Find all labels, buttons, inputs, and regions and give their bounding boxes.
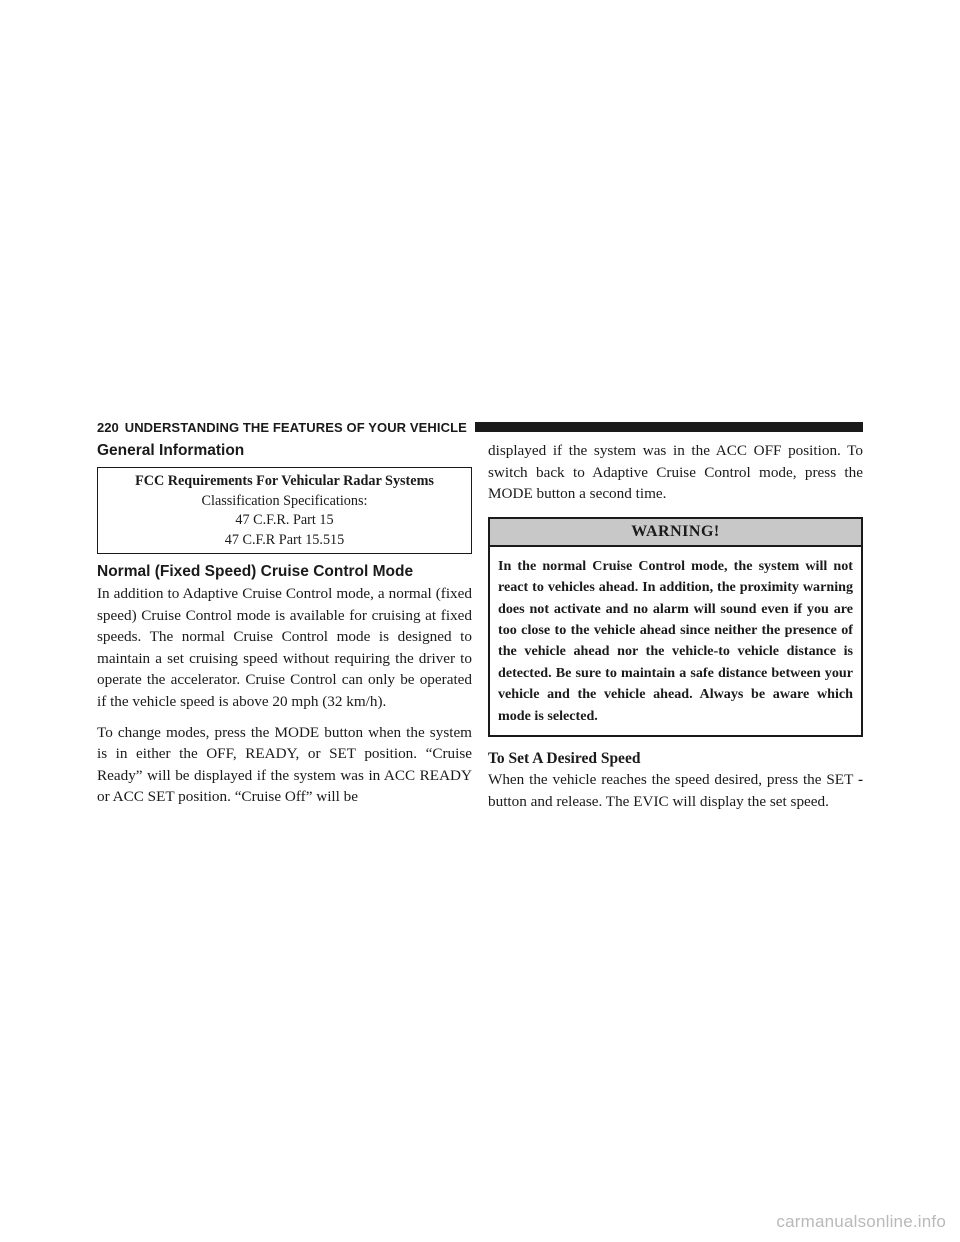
- normal-cruise-heading: Normal (Fixed Speed) Cruise Control Mode: [97, 563, 414, 580]
- header-rule: [475, 422, 863, 432]
- section-title: UNDERSTANDING THE FEATURES OF YOUR VEHICLE: [124, 419, 467, 435]
- set-speed-heading: To Set A Desired Speed: [488, 750, 641, 768]
- set-text-after: button and release. The EVIC will display the set speed.: [488, 792, 829, 810]
- set-button-symbol: -: [857, 771, 863, 789]
- paragraph: In addition to Adaptive Cruise Control mode, a normal (fixed speed) Cruise Control mode is available for cruising at fixed speeds. The normal Cruise Control mode is designed to maintain a set cruising speed without requiring the driver to operate the accelerator. Cruise Control can only be operated if the vehicle speed is above 20 mph (32 km/h).: [97, 585, 472, 710]
- warning-title: WARNING!: [490, 519, 861, 547]
- paragraph: displayed if the system was in the ACC OFF position. To switch back to Adaptive Cruise Control mode, press the MODE button a second time.: [488, 442, 863, 503]
- spec-box-line: 47 C.F.R Part 15.515: [224, 531, 345, 548]
- right-column: [488, 440, 863, 812]
- spec-box-line: Classification Specifications:: [201, 492, 368, 509]
- paragraph: To change modes, press the MODE button when the system is in either the OFF, READY, or SET position. “Cruise Ready” will be displayed if the system was in ACC READY or ACC SET position. “Cruise Off” will be: [97, 723, 472, 806]
- set-text-before: When the vehicle reaches the speed desired, press the SET: [488, 771, 858, 789]
- left-column: [97, 440, 472, 808]
- page-header: [97, 418, 863, 436]
- page-number: 220: [97, 419, 119, 435]
- spec-box-line: 47 C.F.R. Part 15: [235, 512, 334, 528]
- general-information-heading: General Information: [97, 442, 245, 459]
- fcc-spec-box: [97, 467, 472, 554]
- warning-body: In the normal Cruise Control mode, the system will not react to vehicles ahead. In addition, the proximity warning does not activate and no alarm will sound even if you are too close to the vehicle ahead since neither the presence of the vehicle ahead nor the vehicle-to vehicle distance is detected. Be sure to maintain a safe distance between your vehicle and the vehicle ahead. Always be aware which mode is selected.: [498, 557, 853, 724]
- warning-box: [488, 517, 863, 737]
- spec-box-title: FCC Requirements For Vehicular Radar Systems: [135, 473, 434, 489]
- paragraph: [488, 769, 863, 812]
- watermark: carmanualsonline.info: [776, 1212, 946, 1231]
